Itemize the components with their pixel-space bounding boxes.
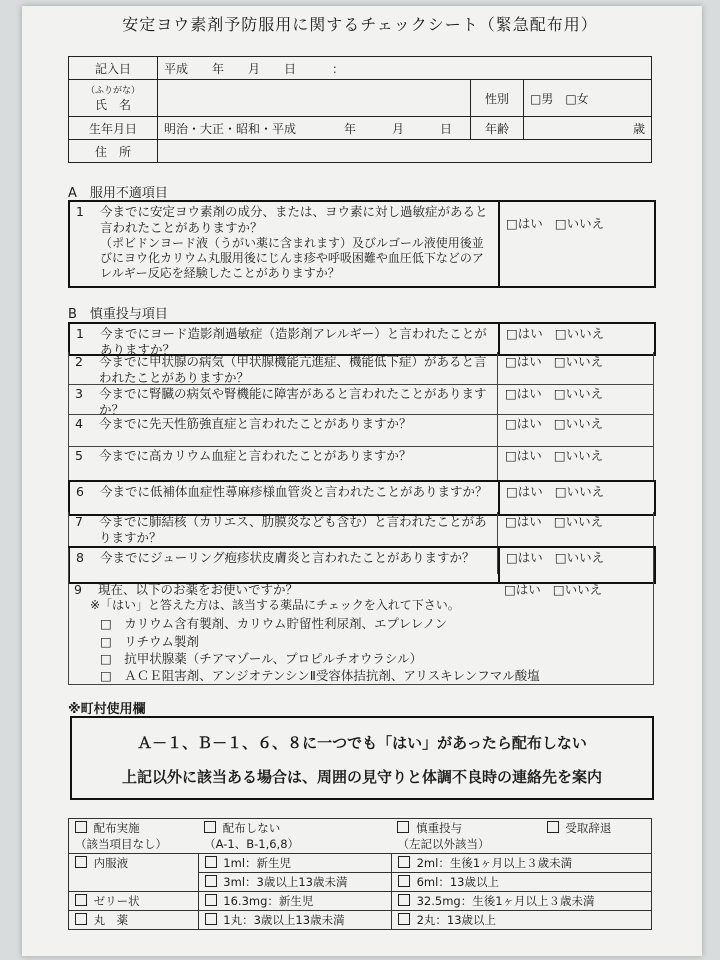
yes-checkbox[interactable]: □はい [505,514,542,529]
question-number: 3 [75,386,83,401]
question-b5 [68,446,654,481]
yes-checkbox[interactable]: □はい [506,484,543,499]
checkbox-icon[interactable] [205,875,217,887]
dose-option: 6ml：13歳以上 [416,875,499,889]
question-b6 [68,480,656,516]
personal-info-table [68,56,652,163]
address-field[interactable] [158,140,652,163]
no-checkbox[interactable]: □いいえ [553,514,604,529]
question-text: 今までに高カリウム血症と言われたことがありますか？ [99,448,412,463]
question-text: 今までに甲状腺の病気（甲状腺機能亢進症、機能低下症）があると言われたことがありますか？ [99,354,487,385]
checkbox-icon[interactable] [398,875,410,887]
yes-checkbox[interactable]: □はい [505,386,542,401]
checkbox-icon[interactable] [75,856,87,868]
yes-checkbox[interactable]: □はい [505,416,542,431]
yes-checkbox[interactable]: □はい [506,550,543,565]
question-number: 2 [75,354,83,369]
checkbox-icon[interactable] [205,894,217,906]
name-field[interactable] [158,80,471,117]
municipal-heading: ※町村使用欄 [68,702,146,717]
birth-label: 生年月日 [69,117,158,140]
age-field[interactable]: 歳 [524,117,652,140]
question-a1 [68,200,656,288]
checkbox-icon[interactable] [75,894,87,906]
sex-label: 性別 [471,80,524,117]
dose-option: 32.5mg：生後1ヶ月以上３歳未満 [416,894,595,908]
yes-checkbox[interactable]: □はい [506,326,543,341]
checkbox-icon[interactable] [205,856,217,868]
yes-checkbox[interactable]: □はい [505,448,542,463]
rule-line-2: 上記以外に該当ある場合は、周囲の見守りと体調不良時の連絡先を案内 [121,768,602,786]
liquid-label: 内服液 [93,856,129,870]
checkbox-icon[interactable] [398,894,410,906]
question-number: 1 [76,204,84,219]
question-text: 今までに安定ヨウ素剤の成分、または、ヨウ素に対し過敏症があると言われたことがありますか？ [100,204,488,235]
option-note: （A-1、B-1,6,8） [204,837,300,851]
dose-option: 2丸：13歳以上 [416,913,497,927]
question-b4 [68,414,654,447]
no-checkbox[interactable]: □いいえ [554,216,605,231]
question-number: 5 [75,448,83,463]
dose-option: 2ml：生後1ヶ月以上３歳未満 [416,856,573,870]
dose-option: 3ml：3歳以上13歳未満 [223,875,348,889]
distribution-rule-box [70,716,654,800]
jelly-label: ゼリー状 [93,894,140,908]
question-text: 今までにヨード造影剤過敏症（造影剤アレルギー）と言われたことがありますか？ [100,326,487,357]
section-b-heading: B 慎重投与項目 [68,307,168,322]
checkbox-icon[interactable] [205,913,217,925]
no-checkbox[interactable]: □いいえ [552,582,603,597]
q9-instruction: ※「はい」と答えた方は、該当する薬品にチェックを入れて下さい。 [90,598,460,612]
drug-option[interactable]: □ カリウム含有製剤、カリウム貯留性利尿剤、エプレレノン [100,616,448,631]
drug-option[interactable]: □ 抗甲状腺薬（チアマゾール、プロピルチオウラシル） [100,651,423,666]
checkbox-icon[interactable] [397,821,409,833]
address-label: 住 所 [69,140,158,163]
question-b3 [68,384,654,415]
furigana-label: （ふりがな） [85,86,140,96]
rule-line-1: Ａ－１、Ｂ－１、６、８に一つでも「はい」があったら配布しない [137,734,587,752]
name-label: 氏 名 [94,98,131,112]
question-text: 今までに腎臓の病気や腎機能に障害があると言われたことがありますか？ [99,386,487,417]
no-checkbox[interactable]: □いいえ [553,448,604,463]
no-checkbox[interactable]: □いいえ [553,416,604,431]
checkbox-icon[interactable] [398,913,410,925]
question-text: 今までに先天性筋強直症と言われたことがありますか？ [99,416,412,431]
question-number: 9 [74,582,82,597]
checkbox-icon[interactable] [398,856,410,868]
question-note: （ポビドンヨード液（うがい薬に含まれます）及びルゴール液使用後並びにヨウ化カリウム丸服用後にじんま疹や呼吸困難や血圧低下などのアレルギー反応を経験したことがありますか？ [100,236,484,280]
option-note: （該当項目なし） [75,837,167,851]
question-number: 6 [76,484,84,499]
yes-checkbox[interactable]: □はい [506,216,543,231]
question-number: 1 [76,326,84,341]
drug-option[interactable]: □ ＡＣＥ阻害剤、アンジオテンシンⅡ受容体拮抗剤、アリスキレンフマル酸塩 [100,668,540,683]
question-b1 [68,322,656,356]
yes-checkbox[interactable]: □はい [504,582,541,597]
section-a-heading: A 服用不適項目 [68,186,168,201]
question-text: 今までに肺結核（カリエス、肋膜炎なども含む）と言われたことがありますか？ [99,514,487,545]
question-b2 [68,352,654,385]
question-number: 8 [76,550,84,565]
distribution-table [68,818,652,930]
question-text: 今までに低補体血症性蕁麻疹様血管炎と言われたことがありますか？ [100,484,488,499]
question-text: 今までにジューリング疱疹状皮膚炎と言われたことがありますか？ [100,550,475,565]
yes-checkbox[interactable]: □はい [505,354,542,369]
option-decline: 受取辞退 [565,821,612,835]
checkbox-icon[interactable] [75,913,87,925]
checkbox-icon[interactable] [75,821,87,833]
no-checkbox[interactable]: □いいえ [553,354,604,369]
checkbox-icon[interactable] [547,821,559,833]
date-field[interactable]: 平成 年 月 日 ： [158,57,652,80]
no-checkbox[interactable]: □いいえ [554,550,605,565]
no-checkbox[interactable]: □いいえ [553,386,604,401]
dose-option: 16.3mg：新生児 [223,894,314,908]
drug-option[interactable]: □ リチウム製剤 [100,634,199,649]
dose-option: 1丸：3歳以上13歳未満 [223,913,345,927]
dose-option: 1ml：新生児 [223,856,292,870]
sex-options[interactable]: □男 □女 [524,80,652,117]
question-text: 現在、以下のお薬をお使いですか？ [98,582,299,597]
date-label: 記入日 [69,57,158,80]
page-title: 安定ヨウ素剤予防服用に関するチェックシート（緊急配布用） [122,15,598,34]
question-number: 4 [75,416,83,431]
option-note: （左記以外該当） [397,837,490,851]
option-careful: 慎重投与 [416,821,463,835]
option-distribute: 配布実施 [93,821,140,835]
question-b7 [68,512,654,547]
age-label: 年齢 [471,117,524,140]
no-checkbox[interactable]: □いいえ [554,484,605,499]
pill-label: 丸 薬 [93,913,129,927]
question-number: 7 [75,514,83,529]
checkbox-icon[interactable] [204,821,216,833]
no-checkbox[interactable]: □いいえ [554,326,605,341]
birth-field[interactable]: 明治・大正・昭和・平成 年 月 日 [158,117,471,140]
option-no-distribute: 配布しない [222,821,281,835]
